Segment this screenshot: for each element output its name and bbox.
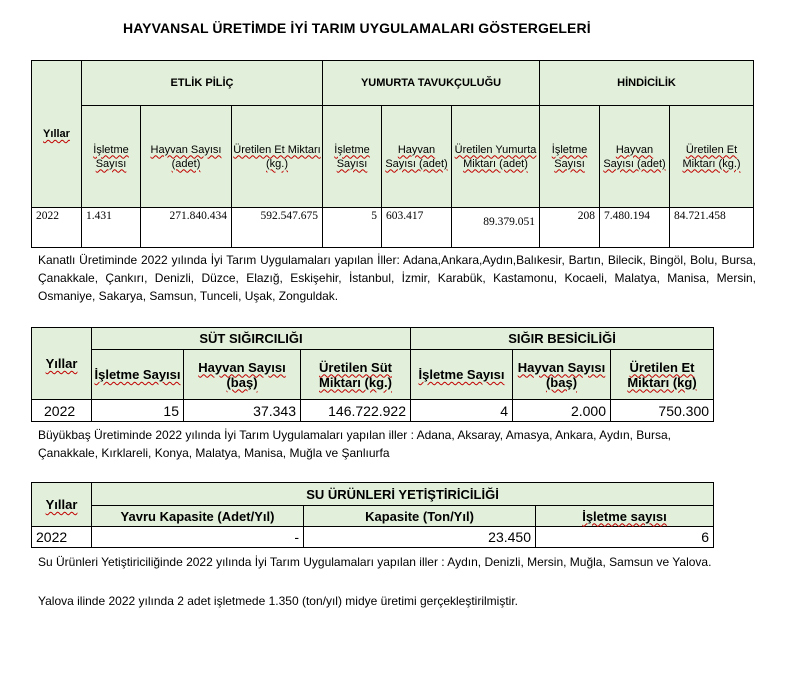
table-cell: 1.431	[82, 208, 141, 248]
cattle-note: Büyükbaş Üretiminde 2022 yılında İyi Tarım Uygulamaları yapılan iller : Adana, Aksaray, Amasya, Ankara, Aydın, Bursa, Çanakkale, Kırklareli, Konya, Malatya, Manisa, Muğla ve Şanlıurfa	[38, 428, 671, 460]
column-header: İşletme Sayısı	[323, 106, 382, 208]
column-header: İşletme Sayısı	[540, 106, 600, 208]
table-cell: 592.547.675	[232, 208, 323, 248]
table-cell: 84.721.458	[670, 208, 754, 248]
table-cell: 15	[92, 400, 184, 422]
cattle-table	[31, 327, 714, 422]
table-cell: -	[92, 527, 304, 548]
table-cell: 2022	[32, 400, 92, 422]
table-cell: 2.000	[513, 400, 611, 422]
table-cell: 2022	[32, 208, 82, 248]
column-header: Hayvan Sayısı (baş)	[513, 350, 611, 400]
table-cell: 37.343	[184, 400, 301, 422]
group-header-egg: YUMURTA TAVUKÇULUĞU	[323, 61, 540, 106]
poultry-table	[31, 60, 754, 248]
table-cell: 4	[411, 400, 513, 422]
table-cell: 2022	[32, 527, 92, 548]
table-cell: 271.840.434	[141, 208, 232, 248]
aquaculture-note: Su Ürünleri Yetiştiriciliğinde 2022 yılında İyi Tarım Uygulamaları yapılan iller : Aydın, Denizli, Mersin, Muğla, Samsun ve Yalova.	[38, 555, 712, 569]
table-cell: 6	[536, 527, 714, 548]
table-cell: 23.450	[304, 527, 536, 548]
years-header: Yıllar	[32, 483, 92, 527]
table-cell: 208	[540, 208, 600, 248]
column-header: Yavru Kapasite (Adet/Yıl)	[92, 506, 304, 527]
column-header: Hayvan Sayısı (adet)	[141, 106, 232, 208]
table-cell: 603.417	[382, 208, 452, 248]
column-header: İşletme Sayısı	[411, 350, 513, 400]
table-cell: 89.379.051	[452, 208, 540, 248]
poultry-note: Kanatlı Üretiminde 2022 yılında İyi Tarım Uygulamaları yapılan İller: Adana,Ankara,Aydın,Balıkesir, Bartın, Bilecik, Bingöl, Bolu, Bursa, Çanakkale, Çankırı, Denizli, Düzce, Elazığ, Eskişehir, İstanbul, İzmir, Karabük, Kastamonu, Kocaeli, Malatya, Manisa, Mersin, Osmaniye, Sakarya, Samsun, Tunceli, Uşak, Zonguldak.	[38, 253, 756, 303]
table-cell: 750.300	[611, 400, 714, 422]
column-header: Hayvan Sayısı (adet)	[600, 106, 670, 208]
table-cell: 146.722.922	[301, 400, 411, 422]
column-header: İşletme Sayısı	[92, 350, 184, 400]
page-title: HAYVANSAL ÜRETİMDE İYİ TARIM UYGULAMALARI GÖSTERGELERİ	[123, 20, 591, 36]
column-header: İşletme sayısı	[536, 506, 714, 527]
group-header-beef: SIĞIR BESİCİLİĞİ	[411, 328, 714, 350]
group-header-aquaculture: SU ÜRÜNLERİ YETİŞTİRİCİLİĞİ	[92, 483, 714, 506]
group-header-broiler: ETLİK PİLİÇ	[82, 61, 323, 106]
column-header: Üretilen Süt Miktarı (kg.)	[301, 350, 411, 400]
column-header: Üretilen Et Miktarı (kg.)	[232, 106, 323, 208]
group-header-dairy: SÜT SIĞIRCILIĞI	[92, 328, 411, 350]
years-header: Yıllar	[32, 328, 92, 400]
column-header: İşletme Sayısı	[82, 106, 141, 208]
column-header: Hayvan Sayısı (baş)	[184, 350, 301, 400]
group-header-turkey: HİNDİCİLİK	[540, 61, 754, 106]
column-header: Üretilen Et Miktarı (kg.)	[670, 106, 754, 208]
column-header: Kapasite (Ton/Yıl)	[304, 506, 536, 527]
column-header: Hayvan Sayısı (adet)	[382, 106, 452, 208]
table-cell: 5	[323, 208, 382, 248]
column-header: Üretilen Yumurta Miktarı (adet)	[452, 106, 540, 208]
column-header: Üretilen Et Miktarı (kg)	[611, 350, 714, 400]
mussel-note: Yalova ilinde 2022 yılında 2 adet işletmede 1.350 (ton/yıl) midye üretimi gerçekleştirilmiştir.	[38, 594, 518, 608]
aquaculture-table	[31, 482, 714, 548]
years-header: Yıllar	[32, 61, 82, 208]
table-cell: 7.480.194	[600, 208, 670, 248]
